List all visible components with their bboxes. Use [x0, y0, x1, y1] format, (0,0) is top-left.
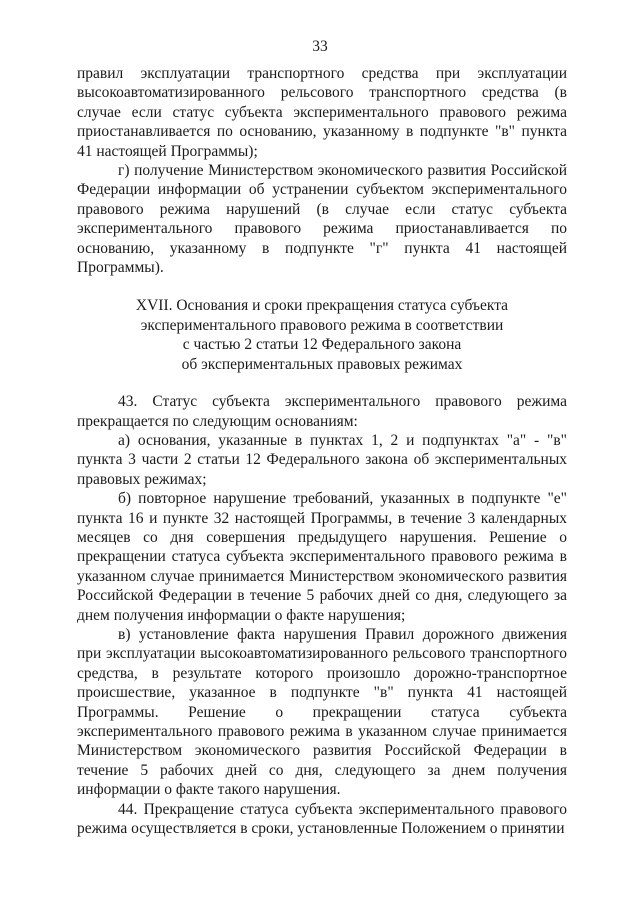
paragraph-44: 44. Прекращение статуса субъекта экспериментального правового режима осуществляется в сроки, установленные Положением о принятии: [77, 800, 567, 838]
page-number: 33: [312, 38, 328, 55]
paragraph-43-b: б) повторное нарушение требований, указанных в подпункте "е" пункта 16 и пункте 32 настоящей Программы, в течение 3 календарных месяцев со дня совершения предыдущего нарушения. Решение о прекращении статуса субъекта экспериментального правового режима в указанном случае принимается Министерством экономического развития Российской Федерации в течение 5 рабочих дней со дня, следующего за днем получения информации о факте нарушения;: [77, 490, 567, 624]
section-heading-line: об экспериментальных правовых режимах: [181, 355, 463, 373]
paragraph-continuation: правил эксплуатации транспортного средства при эксплуатации высокоавтоматизированного рельсового транспортного средства (в случае если статус субъекта экспериментального правового режима приостанавливается по основанию, указанному в подпункте "в" пункта 41 настоящей Программы);: [77, 65, 567, 160]
section-heading-line: с частью 2 статьи 12 Федерального закона: [182, 336, 462, 354]
paragraph-43-a: а) основания, указанные в пунктах 1, 2 и подпунктах "а" - "в" пункта 3 части 2 статьи 12 Федерального закона об экспериментальных правовых режимах;: [77, 431, 567, 488]
paragraph-43-v: в) установление факта нарушения Правил дорожного движения при эксплуатации высокоавтоматизированного рельсового транспортного средства, в результате которого произошло дорожно-транспортное происшествие, указанное в подпункте "в" пункта 41 настоящей Программы. Решение о прекращении статуса субъекта экспериментального правового режима в указанном случае принимается Министерством экономического развития Российской Федерации в течение 5 рабочих дней со дня, следующего за днем получения информации о факте такого нарушения.: [77, 625, 567, 799]
paragraph-43: 43. Статус субъекта экспериментального правового режима прекращается по следующим основаниям:: [77, 393, 567, 430]
section-heading-line: XVII. Основания и сроки прекращения статуса субъекта: [135, 297, 509, 315]
paragraph-subitem-g: г) получение Министерством экономического развития Российской Федерации информации об устранении субъектом экспериментального правового режима нарушений (в случае если статус субъекта экспериментального правового режима приостанавливается по основанию, указанному в подпункте "г" пункта 41 настоящей Программы).: [77, 162, 567, 277]
document-body: [77, 64, 567, 838]
section-heading-line: экспериментального правового режима в соответствии: [140, 316, 504, 334]
section-heading: [77, 296, 567, 374]
